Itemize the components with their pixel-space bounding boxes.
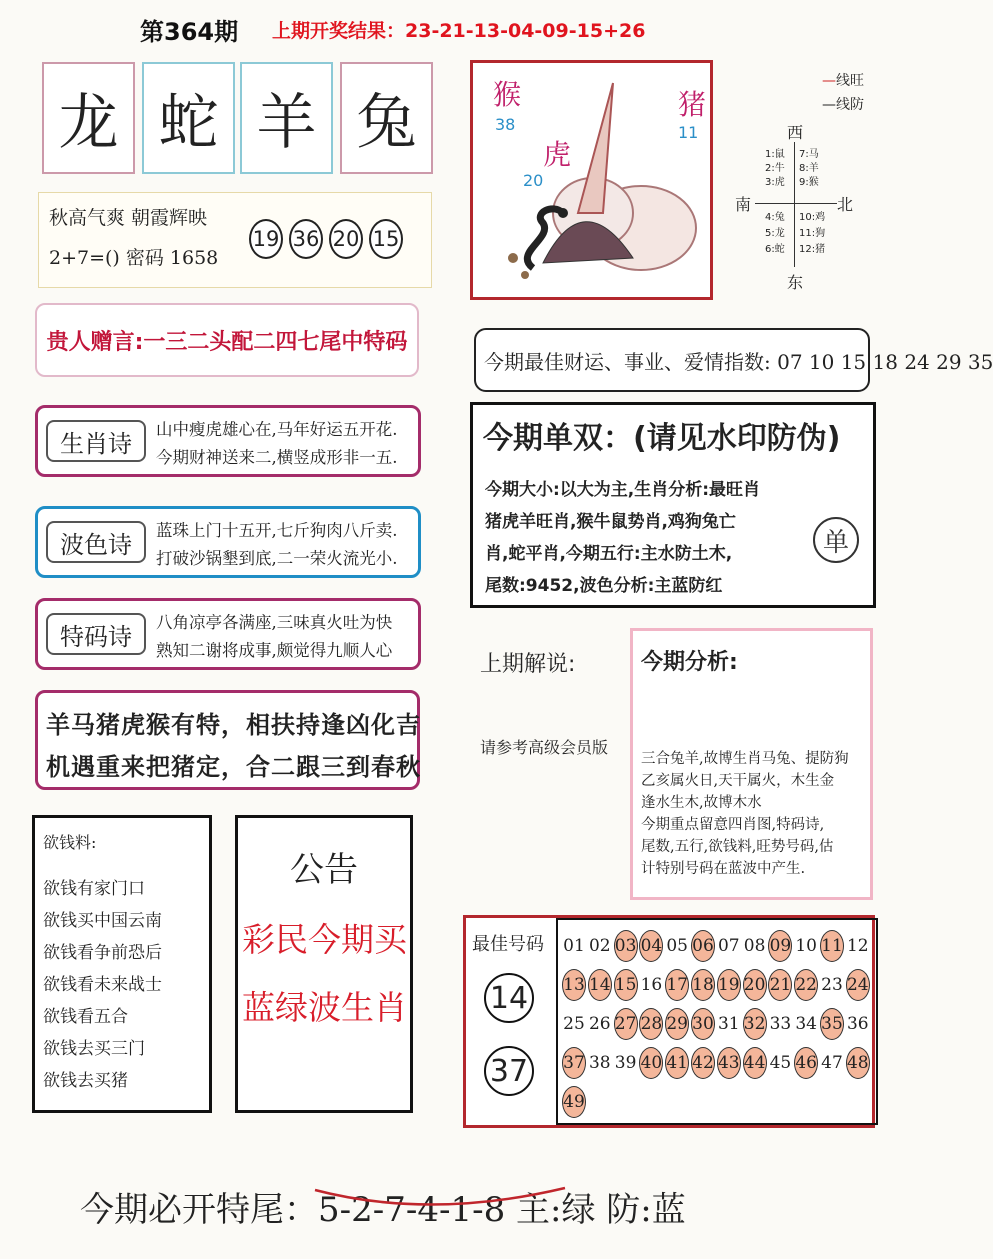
number-cell: 31	[717, 1014, 740, 1034]
number-cell: 26	[588, 1014, 611, 1034]
number-cell: 16	[640, 975, 663, 995]
number-cell: 19	[717, 969, 741, 1001]
last-result: 上期开奖结果：23-21-13-04-09-15+26	[272, 20, 646, 42]
number-cell: 36	[846, 1014, 869, 1034]
picture-label-pig: 猪	[678, 88, 707, 121]
shengxiao-poem-line-1: 山中瘦虎雄心在,马年好运五开花.	[156, 420, 398, 439]
number-cell: 24	[846, 969, 870, 1001]
lucky-index: 今期最佳财运、事业、爱情指数: 07 10 15 18 24 29 35	[474, 328, 870, 392]
compass-right-bottom	[799, 210, 825, 258]
compass-west: 西	[787, 123, 804, 142]
poem-box	[38, 192, 432, 288]
footer-tail-numbers: 今期必开特尾：5-2-7-4-1-8 主:绿 防:蓝	[80, 1190, 686, 1230]
compass-vline	[794, 142, 795, 267]
analysis-line: 尾数,五行,欲钱料,旺势号码,估	[641, 839, 834, 855]
picture-num-monkey: 38	[495, 115, 516, 134]
number-cell: 17	[665, 969, 689, 1001]
number-cell: 47	[821, 1053, 843, 1073]
verse-line-2: 机遇重来把猪定，合二跟三到春秋	[46, 753, 421, 781]
number-cell: 29	[665, 1008, 689, 1040]
best-ball-1: 14	[484, 973, 534, 1023]
ball-3: 20	[329, 219, 363, 259]
best-numbers-left	[466, 918, 558, 1125]
wish-title: 欲钱料:	[43, 833, 97, 852]
issue-number: 第364期	[140, 18, 239, 46]
notice-title: 公告	[290, 850, 358, 890]
zodiac-card-4: 兔	[340, 62, 433, 174]
picture-label-monkey: 猴	[493, 78, 522, 111]
poem-line-2: 2+7=() 密码 1658	[49, 247, 219, 269]
verse-line-1: 羊马猪虎猴有特，相扶持逢凶化吉	[46, 711, 421, 739]
compass-left-bottom	[765, 210, 785, 258]
wish-item: 欲钱看争前恐后	[43, 943, 162, 963]
legend-wang	[822, 70, 864, 90]
number-grid	[558, 918, 878, 1125]
number-cell: 11	[820, 930, 844, 962]
compass-east: 东	[787, 273, 804, 292]
strike-curve	[310, 1180, 570, 1210]
best-numbers-box	[463, 915, 875, 1128]
number-cell: 21	[768, 969, 792, 1001]
member-note: 请参考高级会员版	[480, 738, 609, 757]
compass-left-top	[765, 148, 785, 190]
number-cell: 27	[614, 1008, 638, 1040]
ball-4: 15	[369, 219, 403, 259]
analysis-line: 逢水生木,故博木水	[641, 795, 762, 811]
number-cell: 25	[563, 1014, 585, 1034]
number-cell: 22	[794, 969, 818, 1001]
compass-item: 6:蛇	[765, 244, 785, 255]
zodiac-picture	[470, 60, 713, 300]
number-cell: 40	[639, 1047, 663, 1079]
number-cell: 39	[614, 1053, 637, 1073]
analysis-title: 今期分析:	[641, 650, 738, 675]
wish-item: 欲钱去买猪	[43, 1071, 128, 1091]
compass-item: 8:羊	[799, 163, 819, 174]
tema-poem-line-1: 八角凉亭各满座,三味真火吐为快	[156, 613, 393, 632]
number-cell: 38	[588, 1053, 611, 1073]
odd-even-title: 今期单双：(请见水印防伪)	[483, 421, 841, 456]
compass-item: 2:牛	[765, 163, 785, 174]
analysis-line: 三合兔羊,故博生肖马兔、提防狗	[641, 751, 849, 767]
bose-poem-line-1: 蓝珠上门十五开,七斤狗肉八斤卖.	[156, 521, 398, 540]
number-cell: 45	[769, 1053, 792, 1073]
compass-item: 7:马	[799, 149, 819, 160]
wish-item: 欲钱看五合	[43, 1007, 128, 1027]
compass-right-top	[799, 148, 819, 190]
number-cell: 43	[717, 1047, 741, 1079]
bose-poem-line-2: 打破沙锅墾到底,二一荣火流光小.	[156, 549, 398, 568]
legend-fang-label: 线防	[836, 97, 864, 113]
odd-even-box	[470, 402, 876, 608]
number-cell: 44	[743, 1047, 767, 1079]
notice-box	[235, 815, 413, 1113]
analysis-line: 乙亥属火日,天干属火，木生金	[641, 773, 835, 789]
compass-item: 5:龙	[765, 228, 785, 239]
number-cell: 42	[691, 1047, 715, 1079]
shengxiao-poem-label: 生肖诗	[46, 420, 146, 462]
number-cell: 09	[768, 930, 792, 962]
compass-item: 3:虎	[765, 177, 785, 188]
shengxiao-poem-line-2: 今期财神送来二,横竖成形非一五.	[156, 448, 398, 467]
zodiac-card-1: 龙	[42, 62, 135, 174]
compass-item: 12:猪	[799, 244, 826, 255]
best-ball-2: 37	[484, 1046, 534, 1096]
analysis-line: 计特别号码在蓝波中产生.	[641, 861, 806, 877]
wish-item: 欲钱去买三门	[43, 1039, 145, 1059]
number-cell: 08	[743, 936, 766, 956]
legend-fang-line: —	[822, 97, 836, 113]
number-cell: 46	[794, 1047, 818, 1079]
number-cell: 37	[562, 1047, 586, 1079]
compass-north: 北	[837, 195, 854, 214]
compass-item: 11:狗	[799, 228, 826, 239]
noble-advice: 贵人赠言:一三二头配二四七尾中特码	[35, 303, 419, 377]
number-cell: 06	[691, 930, 715, 962]
ball-2: 36	[289, 219, 323, 259]
legend-fang	[822, 94, 864, 114]
number-cell: 18	[691, 969, 715, 1001]
number-cell: 01	[563, 936, 585, 956]
number-cell: 33	[769, 1014, 792, 1034]
notice-line-2: 蓝绿波生肖	[242, 988, 407, 1027]
zodiac-card-3: 羊	[240, 62, 333, 174]
zodiac-card-2: 蛇	[142, 62, 235, 174]
number-cell: 30	[691, 1008, 715, 1040]
legend-wang-label: 线旺	[836, 73, 864, 89]
notice-line-1: 彩民今期买	[242, 920, 407, 959]
number-cell: 23	[821, 975, 843, 995]
compass-hline	[755, 203, 837, 204]
compass-item: 9:猴	[799, 177, 819, 188]
number-cell: 13	[562, 969, 586, 1001]
number-cell: 10	[795, 936, 817, 956]
compass-item: 10:鸡	[799, 212, 826, 223]
bose-poem-label: 波色诗	[46, 521, 146, 563]
best-numbers-title: 最佳号码	[472, 934, 544, 955]
tema-poem-line-2: 熟知二谢将成事,颇觉得九顺人心	[156, 641, 393, 660]
picture-num-pig: 11	[678, 123, 699, 142]
compass-south: 南	[735, 195, 752, 214]
number-cell: 41	[665, 1047, 689, 1079]
verse-box	[35, 690, 420, 790]
ball-1: 19	[249, 219, 283, 259]
picture-num-tiger: 20	[523, 171, 544, 190]
shengxiao-poem-box	[35, 405, 421, 477]
analysis-line: 今期重点留意四肖图,特码诗,	[641, 817, 825, 833]
tema-poem-box	[35, 598, 421, 670]
number-cell: 02	[588, 936, 611, 956]
analysis-box	[630, 628, 873, 900]
number-cell: 34	[795, 1014, 817, 1034]
number-cell: 28	[639, 1008, 663, 1040]
number-cell: 03	[614, 930, 638, 962]
compass-item: 1:鼠	[765, 149, 785, 160]
odd-even-line: 今期大小:以大为主,生肖分析:最旺肖	[485, 480, 761, 500]
number-cell: 20	[743, 969, 767, 1001]
wish-item: 欲钱看未来战士	[43, 975, 162, 995]
number-cell: 07	[717, 936, 740, 956]
last-explain-title: 上期解说:	[480, 652, 576, 677]
bose-poem-box	[35, 506, 421, 578]
wish-item: 欲钱买中国云南	[43, 911, 162, 931]
compass-item: 4:兔	[765, 212, 785, 223]
watermark-seal: 单	[813, 517, 859, 563]
number-cell: 49	[562, 1086, 586, 1118]
tema-poem-label: 特码诗	[46, 613, 146, 655]
wish-box	[32, 815, 212, 1113]
number-cell: 04	[639, 930, 663, 962]
poem-line-1: 秋高气爽 朝霞辉映	[49, 207, 208, 229]
number-cell: 48	[846, 1047, 870, 1079]
number-cell: 05	[666, 936, 688, 956]
number-cell: 15	[614, 969, 638, 1001]
number-cell: 35	[820, 1008, 844, 1040]
wish-item: 欲钱有家门口	[43, 879, 145, 899]
compass-grid	[735, 120, 895, 300]
odd-even-line: 肖,蛇平肖,今期五行:主水防土木,	[485, 544, 733, 564]
number-cell: 14	[588, 969, 612, 1001]
number-cell: 32	[743, 1008, 767, 1040]
odd-even-line: 猪虎羊旺肖,猴牛鼠势肖,鸡狗兔亡	[485, 512, 736, 532]
legend-wang-line: —	[822, 73, 836, 89]
odd-even-line: 尾数:9452,波色分析:主蓝防红	[485, 576, 723, 596]
number-cell: 12	[846, 936, 869, 956]
picture-label-tiger: 虎	[543, 138, 572, 171]
